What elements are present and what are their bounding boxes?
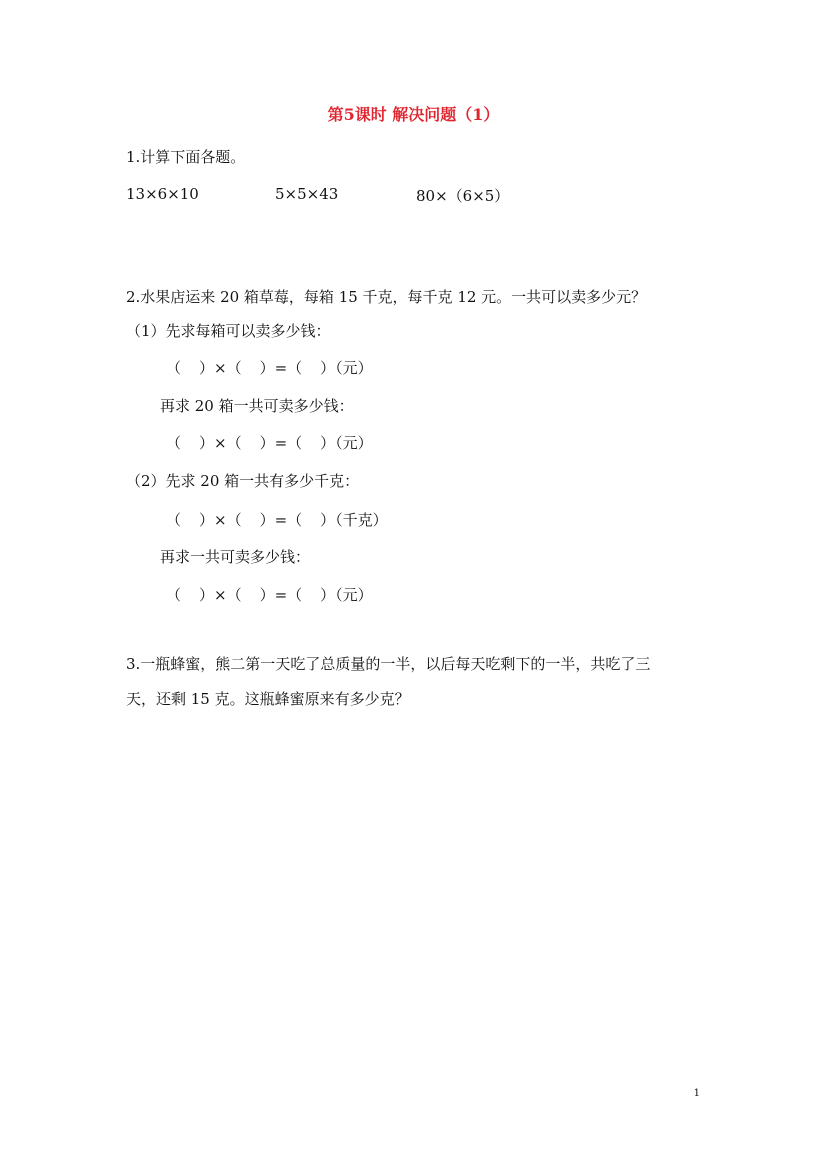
fill-in-row-1: （ ）×（ ）=（ ）（元）: [166, 359, 373, 377]
fill-in-row-2: （ ）×（ ）=（ ）（元）: [166, 434, 373, 452]
question-2-part-2-sub: 再求一共可卖多少钱：: [160, 548, 311, 566]
expression-3: 80×（6×5）: [416, 187, 510, 205]
question-2-part-1-sub: 再求 20 箱一共可卖多少钱：: [160, 397, 354, 415]
question-3-line-2: 天，还剩 15 克。这瓶蜂蜜原来有多少克？: [126, 690, 410, 708]
expression-2: 5×5×43: [275, 185, 339, 203]
fill-in-row-3: （ ）×（ ）=（ ）（千克）: [166, 511, 388, 529]
question-2-part-2-label: （2）先求 20 箱一共有多少千克：: [126, 472, 360, 490]
page-number: 1: [693, 1088, 700, 1099]
question-2-part-1-label: （1）先求每箱可以卖多少钱：: [126, 322, 331, 340]
expression-1: 13×6×10: [126, 185, 199, 203]
question-1-heading: 1.计算下面各题。: [126, 148, 246, 166]
question-2-heading: 2.水果店运来 20 箱草莓，每箱 15 千克，每千克 12 元。一共可以卖多少元？: [126, 288, 647, 306]
question-3-line-1: 3.一瓶蜂蜜，熊二第一天吃了总质量的一半，以后每天吃剩下的一半，共吃了三: [126, 655, 651, 673]
fill-in-row-4: （ ）×（ ）=（ ）（元）: [166, 586, 373, 604]
page-title: 第5课时 解决问题（1）: [327, 105, 500, 124]
